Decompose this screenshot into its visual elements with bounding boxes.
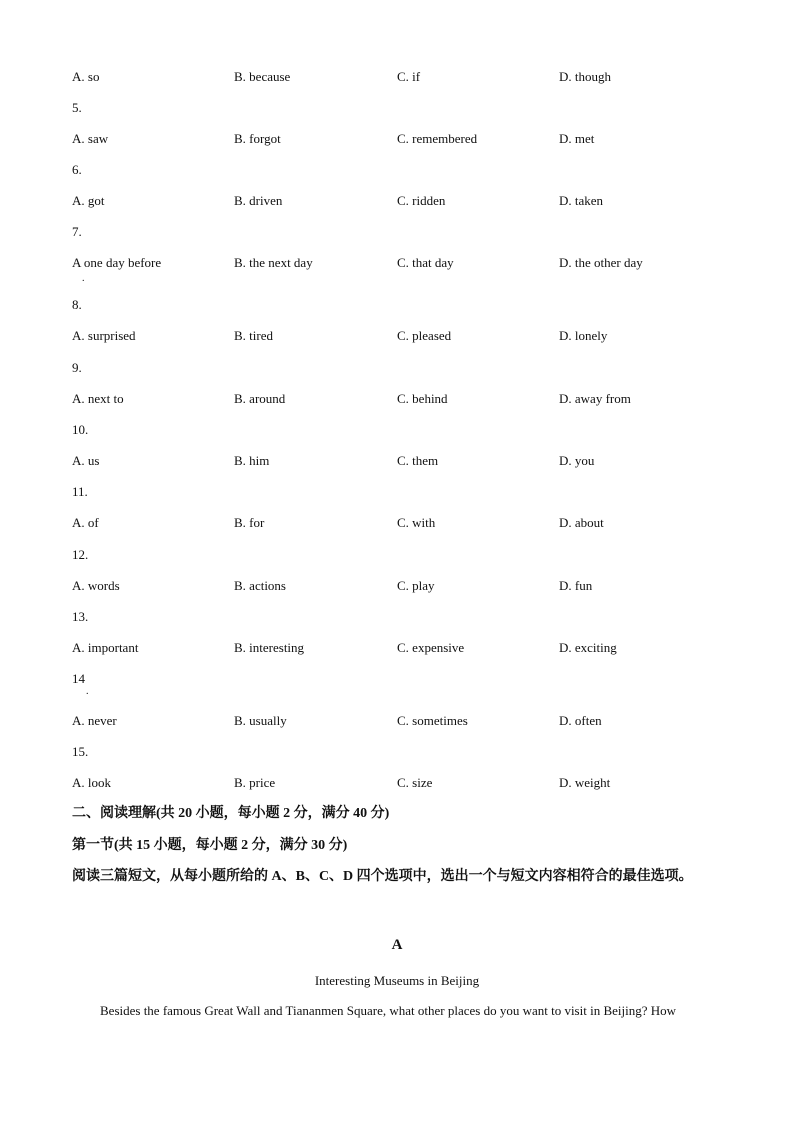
option-a: A. saw (72, 131, 109, 146)
option-c: C. them (397, 453, 439, 468)
option-d: D. exciting (559, 640, 617, 655)
option-row (72, 131, 732, 147)
option-row (72, 578, 732, 594)
option-a: A. next to (72, 391, 124, 406)
question-number: 6. (72, 162, 82, 177)
passage-letter: A (391, 937, 403, 953)
option-d: D. met (559, 131, 595, 146)
option-c: C. that day (397, 255, 454, 270)
option-a: A. us (72, 453, 100, 468)
option-a: A. of (72, 515, 99, 530)
option-d: D. though (559, 69, 611, 84)
option-c: C. pleased (397, 328, 452, 343)
option-d: D. often (559, 713, 602, 728)
option-b: B. the next day (234, 255, 313, 270)
stray-dot: . (82, 273, 85, 284)
stray-dot: . (86, 686, 89, 697)
question-13 (72, 609, 732, 671)
option-b: B. price (234, 775, 276, 790)
option-row (72, 775, 732, 791)
question-12 (72, 547, 732, 609)
passage-title: Interesting Museums in Beijing (314, 973, 480, 988)
question-number: 14 (72, 671, 85, 686)
option-b: B. actions (234, 578, 286, 593)
question-number: 11. (72, 484, 88, 499)
option-c: C. sometimes (397, 713, 468, 728)
question-number: 9. (72, 360, 82, 375)
question-4 (72, 38, 732, 100)
question-6 (72, 162, 732, 224)
option-d: D. fun (559, 578, 593, 593)
option-row (72, 391, 732, 407)
option-d: D. you (559, 453, 595, 468)
option-a: A. got (72, 193, 105, 208)
option-a: A. words (72, 578, 120, 593)
instruction-text: 阅读三篇短文，从每小题所给的 A、B、C、D 四个选项中，选出一个与短文内容相符合的最佳选项。 (72, 869, 693, 884)
option-a: A. important (72, 640, 139, 655)
passage-paragraph: Besides the famous Great Wall and Tiananmen Square, what other places do you want to visit in Beijing? How (100, 1003, 677, 1018)
option-a: A. so (72, 69, 100, 84)
option-c: C. with (397, 515, 436, 530)
option-b: B. because (234, 69, 291, 84)
question-number: 10. (72, 422, 89, 437)
option-d: D. lonely (559, 328, 608, 343)
question-number: 13. (72, 609, 89, 624)
option-b: B. for (234, 515, 265, 530)
option-b: B. forgot (234, 131, 281, 146)
option-b: B. him (234, 453, 270, 468)
option-row (72, 193, 732, 209)
option-c: C. ridden (397, 193, 446, 208)
option-c: C. expensive (397, 640, 465, 655)
option-a: A one day before (72, 255, 162, 270)
question-number: 7. (72, 224, 82, 239)
question-15 (72, 744, 732, 806)
section-heading: 二、阅读理解(共 20 小题，每小题 2 分，满分 40 分) (72, 806, 390, 821)
option-row (72, 515, 732, 531)
option-b: B. interesting (234, 640, 305, 655)
option-d: D. weight (559, 775, 611, 790)
question-9 (72, 360, 732, 422)
option-row (72, 713, 732, 729)
question-14 (72, 671, 732, 751)
option-d: D. away from (559, 391, 631, 406)
part-heading: 第一节(共 15 小题，每小题 2 分，满分 30 分) (72, 838, 348, 853)
option-b: B. tired (234, 328, 273, 343)
option-c: C. remembered (397, 131, 478, 146)
question-number: 15. (72, 744, 89, 759)
question-10 (72, 422, 732, 484)
question-number: 12. (72, 547, 89, 562)
option-a: A. surprised (72, 328, 136, 343)
option-c: C. behind (397, 391, 448, 406)
question-number: 5. (72, 100, 82, 115)
question-5 (72, 100, 732, 162)
question-11 (72, 484, 732, 546)
question-7 (72, 224, 732, 286)
option-row (72, 453, 732, 469)
option-b: B. usually (234, 713, 287, 728)
question-number: 8. (72, 297, 82, 312)
option-d: D. the other day (559, 255, 643, 270)
option-row (72, 328, 732, 344)
option-c: C. if (397, 69, 421, 84)
option-d: D. taken (559, 193, 604, 208)
option-c: C. play (397, 578, 435, 593)
option-row (72, 255, 732, 271)
option-row (72, 640, 732, 656)
option-b: B. driven (234, 193, 283, 208)
option-c: C. size (397, 775, 433, 790)
option-d: D. about (559, 515, 604, 530)
question-8 (72, 297, 732, 359)
option-b: B. around (234, 391, 286, 406)
option-a: A. look (72, 775, 111, 790)
option-row (72, 69, 732, 85)
option-a: A. never (72, 713, 117, 728)
